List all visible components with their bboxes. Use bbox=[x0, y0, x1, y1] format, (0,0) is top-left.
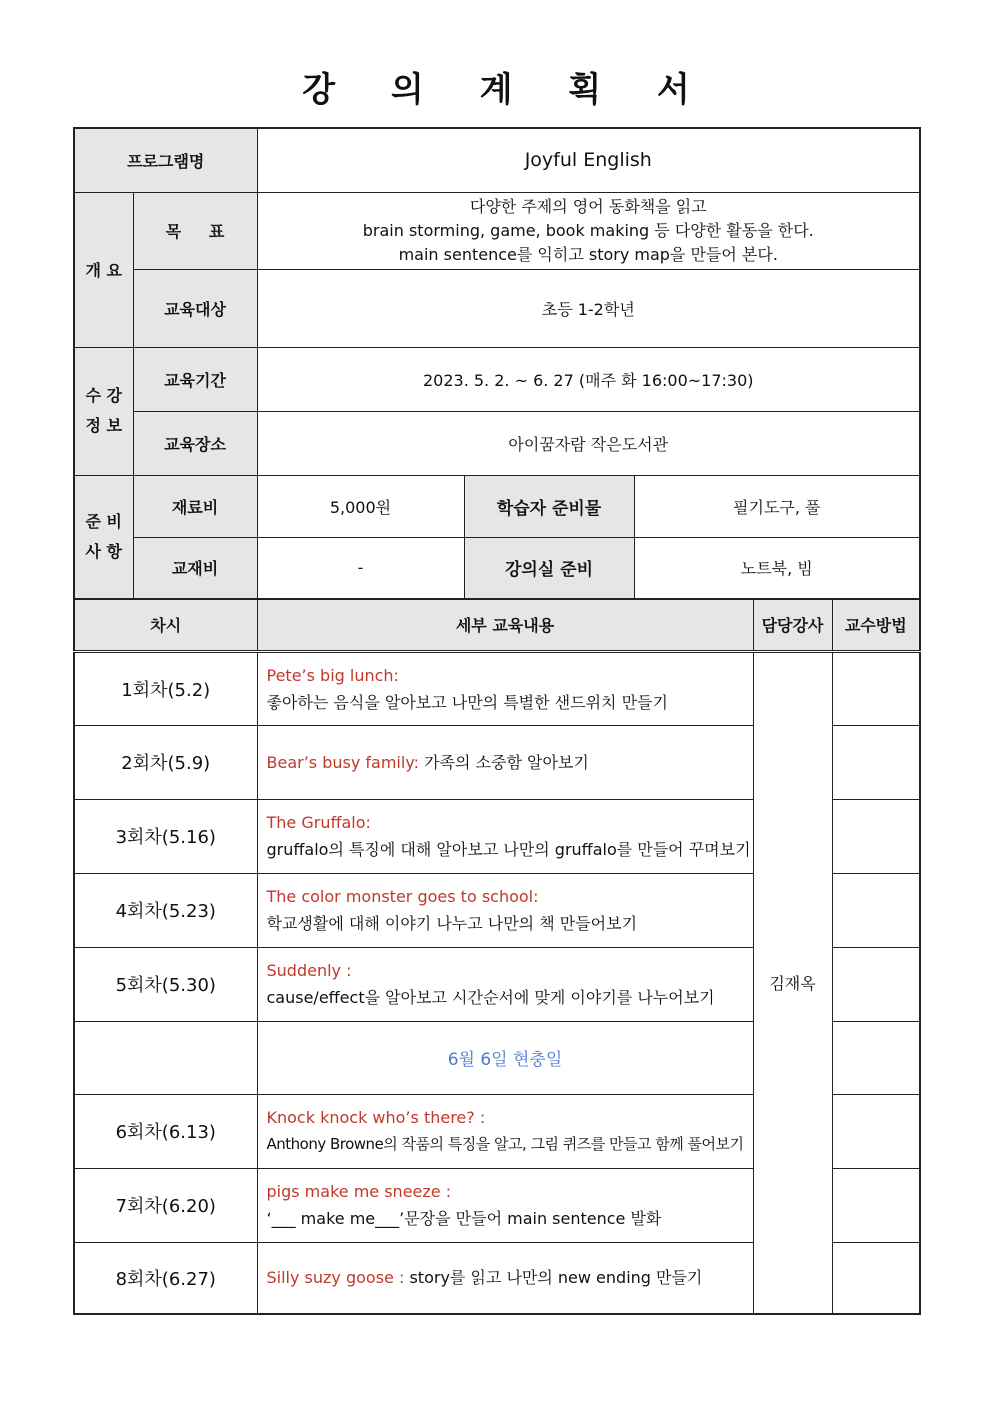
header-session: 차시 bbox=[74, 599, 257, 651]
method-cell bbox=[832, 799, 920, 873]
prep-label-line: 준 비 bbox=[85, 511, 122, 531]
holiday-note: 6월 6일 현충일 bbox=[257, 1021, 753, 1094]
session-cell: 1회차(5.2) bbox=[74, 651, 257, 725]
content-cell bbox=[257, 1094, 753, 1168]
material-fee-label: 재료비 bbox=[133, 475, 257, 537]
activity-desc: cause/effect을 알아보고 시간순서에 맞게 이야기를 나누어보기 bbox=[266, 988, 715, 1007]
learner-prep-value: 필기도구, 풀 bbox=[634, 475, 920, 537]
enroll-label-line: 정 보 bbox=[85, 416, 122, 435]
enroll-label bbox=[74, 347, 133, 475]
content-cell bbox=[257, 873, 753, 947]
prep-label-line: 사 항 bbox=[85, 541, 122, 561]
book-title: Silly suzy goose : bbox=[266, 1268, 405, 1288]
book-title: Suddenly : bbox=[266, 961, 352, 980]
activity-desc: 가족의 소중함 알아보기 bbox=[419, 752, 589, 772]
activity-desc: 학교생활에 대해 이야기 나누고 나만의 책 만들어보기 bbox=[266, 914, 638, 933]
material-fee-value: 5,000원 bbox=[257, 475, 464, 537]
session-cell: 8회차(6.27) bbox=[74, 1242, 257, 1314]
goal-line: main sentence를 익히고 story map을 만들어 본다. bbox=[398, 244, 778, 264]
session-cell: 5회차(5.30) bbox=[74, 947, 257, 1021]
activity-desc: 좋아하는 음식을 알아보고 나만의 특별한 샌드위치 만들기 bbox=[266, 692, 668, 712]
book-title: Pete’s big lunch: bbox=[266, 665, 399, 685]
method-cell bbox=[832, 947, 920, 1021]
method-cell bbox=[832, 1094, 920, 1168]
schedule-table bbox=[73, 598, 921, 1315]
overview-label: 개 요 bbox=[74, 192, 133, 347]
content-cell bbox=[257, 1242, 753, 1314]
holiday-session-cell bbox=[74, 1021, 257, 1094]
content-cell bbox=[257, 947, 753, 1021]
goal-label: 목 표 bbox=[133, 192, 257, 269]
goal-value bbox=[257, 192, 920, 269]
content-cell bbox=[257, 651, 753, 725]
content-cell bbox=[257, 1168, 753, 1242]
method-cell bbox=[832, 873, 920, 947]
session-cell: 4회차(5.23) bbox=[74, 873, 257, 947]
content-cell bbox=[257, 725, 753, 799]
book-title: Bear’s busy family: bbox=[266, 752, 420, 772]
method-cell bbox=[832, 651, 920, 725]
enroll-label-line: 수 강 bbox=[85, 386, 122, 405]
room-prep-value: 노트북, 빔 bbox=[634, 537, 920, 599]
textbook-fee-value: - bbox=[257, 537, 464, 599]
program-value: Joyful English bbox=[257, 128, 920, 192]
content-cell bbox=[257, 799, 753, 873]
method-cell bbox=[832, 1168, 920, 1242]
instructor-cell: 김재옥 bbox=[753, 651, 832, 1314]
room-prep-label: 강의실 준비 bbox=[464, 537, 634, 599]
period-value: 2023. 5. 2. ~ 6. 27 (매주 화 16:00~17:30) bbox=[257, 347, 920, 411]
session-cell: 6회차(6.13) bbox=[74, 1094, 257, 1168]
header-method: 교수방법 bbox=[832, 599, 920, 651]
activity-desc: story를 읽고 나만의 new ending 만들기 bbox=[404, 1268, 703, 1288]
method-cell bbox=[832, 1242, 920, 1314]
activity-desc: ‘___ make me___’문장을 만들어 main sentence 발화 bbox=[266, 1209, 662, 1228]
book-title: Knock knock who’s there? : bbox=[266, 1108, 486, 1127]
course-info-table bbox=[73, 127, 921, 600]
goal-line: brain storming, game, book making 등 다양한 활동을 한다. bbox=[362, 220, 814, 240]
target-label: 교육대상 bbox=[133, 269, 257, 347]
learner-prep-label: 학습자 준비물 bbox=[464, 475, 634, 537]
prep-label bbox=[74, 475, 133, 599]
session-cell: 7회차(6.20) bbox=[74, 1168, 257, 1242]
document-title: 강 의 계 획 서 bbox=[302, 70, 712, 110]
activity-desc: Anthony Browne의 작품의 특징을 알고, 그림 퀴즈를 만들고 함께 풀어보기 bbox=[266, 1135, 744, 1153]
header-instructor: 담당강사 bbox=[753, 599, 832, 651]
target-value: 초등 1-2학년 bbox=[257, 269, 920, 347]
place-value: 아이꿈자람 작은도서관 bbox=[257, 411, 920, 475]
session-cell: 3회차(5.16) bbox=[74, 799, 257, 873]
header-content: 세부 교육내용 bbox=[257, 599, 753, 651]
goal-line: 다양한 주제의 영어 동화책을 읽고 bbox=[469, 196, 707, 216]
textbook-fee-label: 교재비 bbox=[133, 537, 257, 599]
period-label: 교육기간 bbox=[133, 347, 257, 411]
program-label: 프로그램명 bbox=[74, 128, 257, 192]
book-title: The color monster goes to school: bbox=[266, 887, 539, 906]
place-label: 교육장소 bbox=[133, 411, 257, 475]
book-title: pigs make me sneeze : bbox=[266, 1182, 452, 1201]
activity-desc: gruffalo의 특징에 대해 알아보고 나만의 gruffalo를 만들어 꾸며보기 bbox=[266, 840, 751, 859]
session-cell: 2회차(5.9) bbox=[74, 725, 257, 799]
method-cell bbox=[832, 725, 920, 799]
method-cell bbox=[832, 1021, 920, 1094]
book-title: The Gruffalo: bbox=[266, 813, 371, 832]
